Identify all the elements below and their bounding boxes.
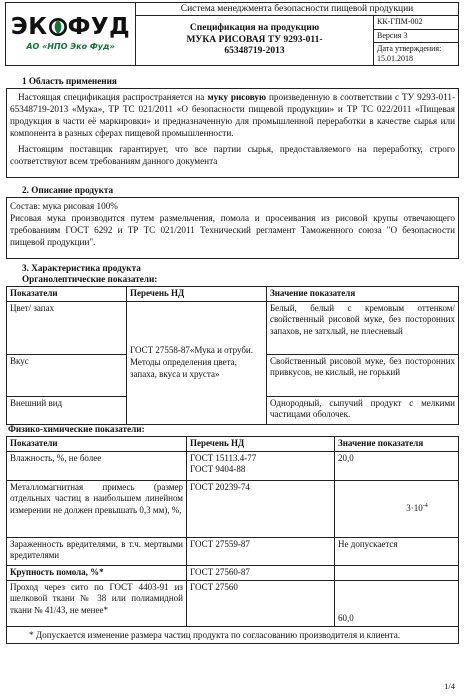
nd-ref: ГОСТ 9404-88: [190, 464, 246, 475]
section1-paragraph1: [10, 91, 455, 140]
table-header-row: [7, 437, 459, 452]
doc-version: Версия 3: [374, 30, 458, 43]
column-header: Значение показателя: [335, 437, 459, 452]
table-row: [7, 537, 459, 565]
physchem-table: [6, 436, 459, 627]
indicator-name: Крупность помола, %*: [7, 565, 187, 580]
section2-title: 2. Описание продукта: [22, 185, 114, 195]
company-logo: [6, 3, 136, 65]
indicator-value: Однородный, сыпучий продукт с мелкими частицами оболочек.: [267, 396, 459, 424]
organoleptic-title: Органолептические показатели:: [22, 274, 158, 284]
composition: Состав: мука рисовая 100%: [10, 201, 118, 211]
spec-title: [136, 16, 374, 65]
table-row: [7, 301, 459, 354]
organoleptic-nd: ГОСТ 27558-87«Мука и отруби. Методы определения цвета, запаха, вкуса и хруста»: [127, 301, 267, 424]
organoleptic-table: [6, 286, 459, 425]
header-bottom: [136, 16, 458, 65]
indicator-nd: ГОСТ 20239-74: [187, 480, 335, 537]
indicator-name: Вкус: [7, 354, 127, 396]
indicator-nd: ГОСТ 27559-87: [187, 537, 335, 565]
header-right: [136, 3, 458, 65]
leaf-icon: [49, 18, 67, 36]
indicator-value: [335, 480, 459, 537]
value-exponent: -4: [422, 502, 428, 509]
value-base: 3·10: [406, 502, 423, 513]
approval-label: Дата утверждения:: [377, 44, 442, 53]
indicator-value: [335, 565, 459, 580]
spec-title-line3: 65348719-2013: [224, 46, 285, 57]
section1-title: 1 Область применения: [22, 76, 117, 86]
indicator-value: Не допускается: [335, 537, 459, 565]
indicator-name: Цвет/ запах: [7, 301, 127, 354]
document-meta: [374, 16, 458, 65]
indicator-value: Белый, белый с кремовым оттенком/свойственный рисовой муке, без посторонних запахов, не затхлый, не плесневый: [267, 301, 459, 354]
system-title: Система менеджмента безопасности пищевой продукции: [136, 3, 458, 16]
table-row: [7, 451, 459, 480]
indicator-name: Влажность, %, не более: [7, 451, 187, 480]
footnote: * Допускается изменение размера частиц продукта по согласованию производителя и клиента.: [6, 626, 459, 644]
product-name-bold: муку рисовую: [207, 92, 267, 102]
logo-wordmark: [10, 13, 131, 40]
logo-text-right: ФУД: [67, 13, 131, 40]
column-header: Перечень НД: [187, 437, 335, 452]
indicator-name: Проход через сито по ГОСТ 4403-91 из шелковой ткани № 38 или полиамидной ткани № 41/43, не менее*: [7, 580, 187, 626]
physchem-title: Физико-химические показатели:: [8, 424, 145, 434]
indicator-nd: [187, 451, 335, 480]
document-header: [5, 2, 459, 66]
indicator-name: Металломагнитная примесь (размер отдельных частиц в наибольшем линейном измерении не должен превышать 0,3 мм), %,: [7, 480, 187, 537]
nd-ref: ГОСТ 15113.4-77: [190, 452, 257, 463]
table-row: [7, 565, 459, 580]
section3-title: 3. Характеристика продукта: [22, 263, 141, 273]
logo-text-left: ЭК: [10, 13, 48, 40]
section1-paragraph2: Настоящим поставщик гарантирует, что все партии сырья, предоставляемого на переработку, строго соответствуют всем требованиям данного документа: [10, 143, 455, 166]
column-header: Перечень НД: [127, 287, 267, 302]
table-row: [7, 580, 459, 626]
indicator-nd: ГОСТ 27560: [187, 580, 335, 626]
indicator-name: Зараженность вредителями, в т.ч. мертвыми вредителями: [7, 537, 187, 565]
section1-p1-a: Настоящая спецификация распространяется на: [18, 92, 208, 102]
logo-subtitle: АО «НПО Эко Фуд»: [26, 41, 115, 51]
column-header: Показатели: [7, 287, 127, 302]
section1-box: [6, 88, 459, 178]
section2-box: [6, 197, 459, 259]
indicator-nd: ГОСТ 27560-87: [187, 565, 335, 580]
doc-code: КК-ГПМ-002: [374, 16, 458, 30]
approval-date: 15.01.2018: [377, 54, 413, 63]
spec-title-line2: МУКА РИСОВАЯ ТУ 9293-011-: [186, 34, 323, 45]
column-header: Показатели: [7, 437, 187, 452]
table-header-row: [7, 287, 459, 302]
table-row: [7, 480, 459, 537]
product-description: Рисовая мука производится путем размельчения, помола и просеивания из рисовой крупы отвечающего требованиям ГОСТ 6292 и ТР ТС 021/2011 Технический регламент Таможенного союза "О безопасности пищевой продукции".: [10, 213, 455, 248]
section1-p1-b: произведенную в соответствии с ТУ 9293-011-65348719-2013 «Мука», ТР ТС 021/2011 «О безопасности пищевой продукции» и ТР ТС 022/2011 «Пищевая продукция в части её маркировки» и предназначенную для промышленной переработки в качестве сырья или компонента в разных сферах пищевой промышленности.: [10, 92, 455, 139]
indicator-value: Свойственный рисовой муке, без посторонних привкусов, не кислый, не горький: [267, 354, 459, 396]
approval-date-cell: [374, 43, 458, 65]
spec-title-line1: Спецификация на продукцию: [189, 23, 320, 34]
page-number: 1/4: [444, 681, 455, 691]
indicator-name: Внешний вид: [7, 396, 127, 424]
column-header: Значение показателя: [267, 287, 459, 302]
indicator-value: 60,0: [335, 580, 459, 626]
indicator-value: 20,0: [335, 451, 459, 480]
